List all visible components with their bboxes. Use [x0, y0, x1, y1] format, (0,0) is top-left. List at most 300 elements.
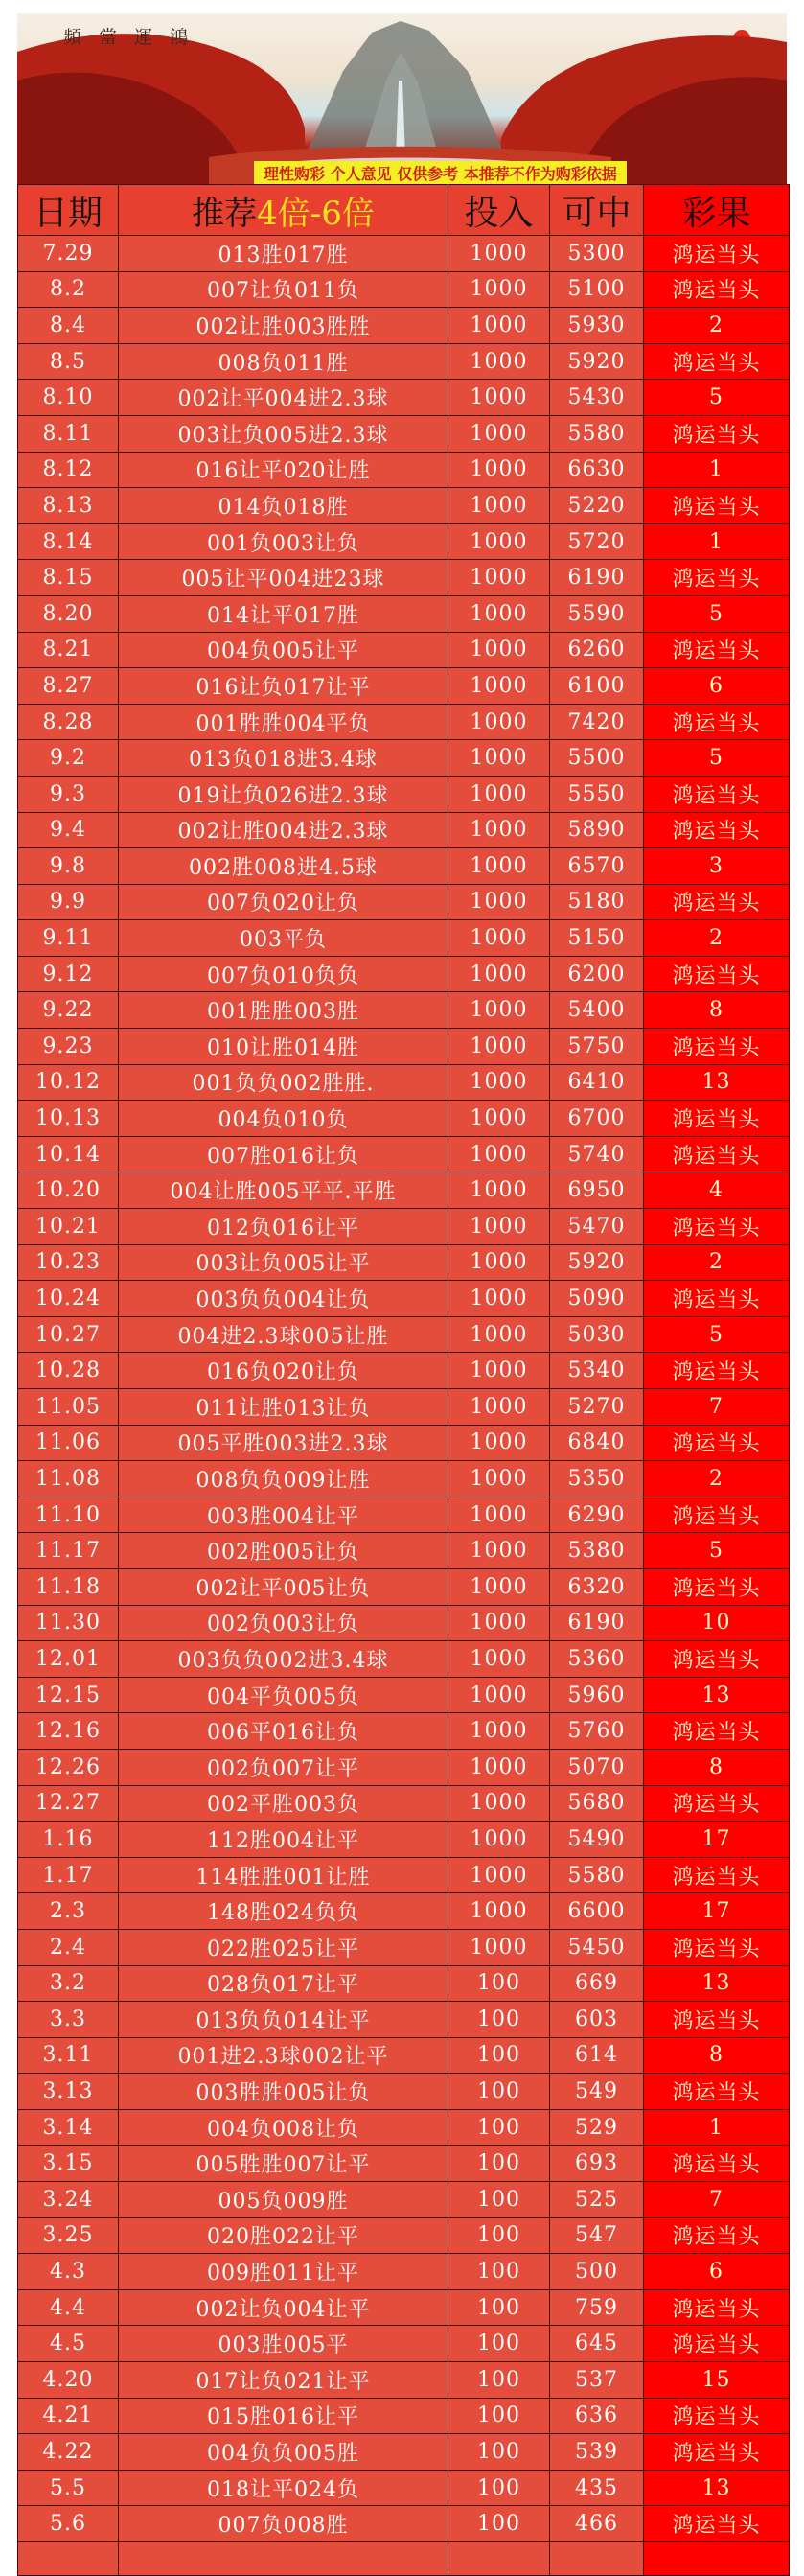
cell-result: 鸿运当头: [644, 884, 790, 920]
cell-recommend: 012负016让平: [119, 1209, 448, 1245]
table-row: [18, 2146, 790, 2182]
cell-result: 鸿运当头: [644, 236, 790, 272]
cell-win: 5350: [550, 1461, 644, 1497]
table-row: [18, 1605, 790, 1641]
cell-recommend: 003胜005平: [119, 2326, 448, 2362]
cell-date: 8.14: [18, 523, 119, 560]
cell-date: 8.28: [18, 704, 119, 740]
table-row: [18, 271, 790, 308]
cell-recommend: 001胜胜003胜: [119, 992, 448, 1029]
cell-recommend: 022胜025让平: [119, 1929, 448, 1965]
cell-result: 5: [644, 740, 790, 777]
cell-result: 鸿运当头: [644, 560, 790, 596]
cell-recommend: 003负负002进3.4球: [119, 1641, 448, 1678]
cell-win: 5220: [550, 488, 644, 524]
cell-win: 7420: [550, 704, 644, 740]
cell-win: 6630: [550, 452, 644, 488]
cell-recommend: 007负008胜: [119, 2506, 448, 2542]
blank-cell: [448, 2542, 550, 2576]
cell-result: 鸿运当头: [644, 2434, 790, 2471]
banner-title: 頻 當 運 鴻: [63, 27, 195, 48]
cell-win: 466: [550, 2506, 644, 2542]
cell-date: 5.6: [18, 2506, 119, 2542]
cell-recommend: 004平负005负: [119, 1677, 448, 1713]
cell-invest: 1000: [448, 452, 550, 488]
cell-win: 5760: [550, 1713, 644, 1750]
cell-date: 8.21: [18, 632, 119, 668]
cell-invest: 1000: [448, 992, 550, 1029]
cell-recommend: 004负010负: [119, 1101, 448, 1137]
cell-result: 17: [644, 1893, 790, 1930]
cell-date: 3.15: [18, 2146, 119, 2182]
cell-recommend: 007胜016让负: [119, 1136, 448, 1172]
cell-invest: 1000: [448, 380, 550, 416]
cell-invest: 1000: [448, 236, 550, 272]
table-row: [18, 956, 790, 992]
header-win: 可中: [550, 185, 644, 236]
cell-win: 5100: [550, 271, 644, 308]
table-row: [18, 1641, 790, 1678]
cell-result: 鸿运当头: [644, 1209, 790, 1245]
cell-invest: 100: [448, 2074, 550, 2110]
cell-win: 5030: [550, 1316, 644, 1353]
cell-date: 9.3: [18, 776, 119, 812]
cell-win: 539: [550, 2434, 644, 2471]
cell-date: 3.14: [18, 2109, 119, 2146]
cell-date: 12.26: [18, 1749, 119, 1785]
cell-date: 8.12: [18, 452, 119, 488]
cell-date: 12.01: [18, 1641, 119, 1678]
table-row: [18, 1425, 790, 1461]
cell-result: 鸿运当头: [644, 415, 790, 452]
cell-date: 5.5: [18, 2470, 119, 2506]
cell-date: 3.13: [18, 2074, 119, 2110]
table-row: [18, 1136, 790, 1172]
table-row: [18, 1064, 790, 1101]
cell-recommend: 009胜011让平: [119, 2254, 448, 2290]
table-row: [18, 848, 790, 885]
cell-invest: 1000: [448, 920, 550, 957]
cell-invest: 1000: [448, 595, 550, 632]
cell-invest: 1000: [448, 1677, 550, 1713]
cell-result: 鸿运当头: [644, 2326, 790, 2362]
cell-recommend: 003让负005进2.3球: [119, 415, 448, 452]
cell-result: 7: [644, 1389, 790, 1426]
cell-invest: 100: [448, 2326, 550, 2362]
cell-recommend: 002让胜004进2.3球: [119, 812, 448, 848]
cell-result: 鸿运当头: [644, 704, 790, 740]
table-row: [18, 884, 790, 920]
cell-win: 6700: [550, 1101, 644, 1137]
blank-cell: [18, 2542, 119, 2576]
cell-date: 9.23: [18, 1029, 119, 1065]
cell-date: 4.21: [18, 2398, 119, 2434]
table-row: [18, 2289, 790, 2326]
blank-cell: [644, 2542, 790, 2576]
cell-recommend: 016让负017让平: [119, 668, 448, 705]
cell-recommend: 013胜017胜: [119, 236, 448, 272]
cell-date: 8.4: [18, 308, 119, 344]
cell-date: 3.25: [18, 2217, 119, 2254]
cell-date: 4.22: [18, 2434, 119, 2471]
cell-invest: 1000: [448, 271, 550, 308]
cell-win: 5680: [550, 1785, 644, 1822]
cell-date: 11.08: [18, 1461, 119, 1497]
cell-win: 6840: [550, 1425, 644, 1461]
cell-invest: 100: [448, 2037, 550, 2074]
table-row: [18, 740, 790, 777]
table-row: [18, 1209, 790, 1245]
cell-invest: 100: [448, 2289, 550, 2326]
cell-result: 鸿运当头: [644, 1281, 790, 1317]
cell-result: 2: [644, 1244, 790, 1281]
cell-recommend: 002让平004进2.3球: [119, 380, 448, 416]
cell-recommend: 007负010负负: [119, 956, 448, 992]
table-row: [18, 1785, 790, 1822]
cell-date: 3.3: [18, 2002, 119, 2038]
cell-result: 2: [644, 308, 790, 344]
cell-win: 5720: [550, 523, 644, 560]
cell-win: 5180: [550, 884, 644, 920]
header-recommend: [119, 185, 448, 236]
table-row: [18, 1461, 790, 1497]
table-row: [18, 343, 790, 380]
table-row: [18, 632, 790, 668]
cell-result: 13: [644, 1677, 790, 1713]
cell-win: 5960: [550, 1677, 644, 1713]
cell-win: 693: [550, 2146, 644, 2182]
cell-result: 鸿运当头: [644, 1353, 790, 1389]
table-row: [18, 308, 790, 344]
cell-date: 11.05: [18, 1389, 119, 1426]
cell-win: 5920: [550, 1244, 644, 1281]
cell-win: 5890: [550, 812, 644, 848]
cell-win: 5150: [550, 920, 644, 957]
cell-result: 鸿运当头: [644, 1641, 790, 1678]
cell-result: 1: [644, 523, 790, 560]
cell-date: 9.9: [18, 884, 119, 920]
cell-recommend: 005平胜003进2.3球: [119, 1425, 448, 1461]
cell-result: 13: [644, 1064, 790, 1101]
cell-win: 6260: [550, 632, 644, 668]
table-row: [18, 1172, 790, 1209]
table-row: [18, 236, 790, 272]
cell-invest: 1000: [448, 1425, 550, 1461]
cell-date: 4.5: [18, 2326, 119, 2362]
cell-invest: 1000: [448, 523, 550, 560]
cell-recommend: 002胜008进4.5球: [119, 848, 448, 885]
cell-invest: 1000: [448, 1064, 550, 1101]
cell-result: 15: [644, 2362, 790, 2399]
cell-result: 鸿运当头: [644, 1568, 790, 1605]
header-recommend-accent: 4倍-6倍: [257, 194, 375, 233]
cell-recommend: 004负008让负: [119, 2109, 448, 2146]
table-row: [18, 2002, 790, 2038]
cell-recommend: 007负020让负: [119, 884, 448, 920]
cell-win: 5930: [550, 308, 644, 344]
cell-recommend: 003胜胜005让负: [119, 2074, 448, 2110]
table-row: [18, 1281, 790, 1317]
cell-win: 6190: [550, 560, 644, 596]
cell-invest: 1000: [448, 1461, 550, 1497]
cell-recommend: 014让平017胜: [119, 595, 448, 632]
cell-recommend: 015胜016让平: [119, 2398, 448, 2434]
cell-win: 5270: [550, 1389, 644, 1426]
cell-recommend: 002负003让负: [119, 1605, 448, 1641]
cell-result: 13: [644, 2470, 790, 2506]
cell-invest: 100: [448, 2434, 550, 2471]
cell-date: 10.23: [18, 1244, 119, 1281]
blank-cell: [550, 2542, 644, 2576]
cell-win: 5070: [550, 1749, 644, 1785]
table-row: [18, 1497, 790, 1533]
cell-invest: 100: [448, 1965, 550, 2002]
recommendation-table: [17, 184, 790, 2576]
cell-win: 636: [550, 2398, 644, 2434]
cell-result: 13: [644, 1965, 790, 2002]
cell-date: 12.16: [18, 1713, 119, 1750]
cell-date: 1.16: [18, 1822, 119, 1858]
cell-recommend: 003负负004让负: [119, 1281, 448, 1317]
cell-date: 2.4: [18, 1929, 119, 1965]
cell-win: 6190: [550, 1605, 644, 1641]
cell-win: 6320: [550, 1568, 644, 1605]
table-row: [18, 1929, 790, 1965]
cell-result: 鸿运当头: [644, 776, 790, 812]
cell-recommend: 002让负004让平: [119, 2289, 448, 2326]
cell-win: 5500: [550, 740, 644, 777]
cell-date: 10.14: [18, 1136, 119, 1172]
cell-invest: 100: [448, 2002, 550, 2038]
cell-date: 8.11: [18, 415, 119, 452]
cell-invest: 1000: [448, 740, 550, 777]
cell-recommend: 001胜胜004平负: [119, 704, 448, 740]
cell-invest: 1000: [448, 1605, 550, 1641]
table-row: [18, 920, 790, 957]
cell-win: 6200: [550, 956, 644, 992]
cell-invest: 100: [448, 2109, 550, 2146]
cell-invest: 1000: [448, 488, 550, 524]
cell-recommend: 014负018胜: [119, 488, 448, 524]
cell-invest: 1000: [448, 1929, 550, 1965]
cell-result: 鸿运当头: [644, 488, 790, 524]
cell-result: 2: [644, 1461, 790, 1497]
cell-date: 11.18: [18, 1568, 119, 1605]
cell-win: 5490: [550, 1822, 644, 1858]
table-row: [18, 812, 790, 848]
cell-result: 4: [644, 1172, 790, 1209]
table-row: [18, 1533, 790, 1569]
cell-invest: 1000: [448, 308, 550, 344]
cell-date: 4.20: [18, 2362, 119, 2399]
cell-date: 10.13: [18, 1101, 119, 1137]
cell-win: 6570: [550, 848, 644, 885]
table-row: [18, 595, 790, 632]
cell-result: 鸿运当头: [644, 2398, 790, 2434]
cell-win: 759: [550, 2289, 644, 2326]
cell-win: 6100: [550, 668, 644, 705]
table-row: [18, 1822, 790, 1858]
cell-date: 8.27: [18, 668, 119, 705]
table-row: [18, 2074, 790, 2110]
cell-date: 12.15: [18, 1677, 119, 1713]
table-row: [18, 1857, 790, 1893]
cell-recommend: 005胜胜007让平: [119, 2146, 448, 2182]
cell-result: 5: [644, 380, 790, 416]
blank-row: [18, 2542, 790, 2576]
cell-invest: 1000: [448, 1281, 550, 1317]
cell-invest: 1000: [448, 884, 550, 920]
cell-invest: 1000: [448, 1822, 550, 1858]
cell-win: 5590: [550, 595, 644, 632]
cell-recommend: 002平胜003负: [119, 1785, 448, 1822]
cell-result: 8: [644, 1749, 790, 1785]
cell-invest: 1000: [448, 668, 550, 705]
cell-result: 鸿运当头: [644, 1136, 790, 1172]
cell-recommend: 004负负005胜: [119, 2434, 448, 2471]
cell-date: 9.8: [18, 848, 119, 885]
cell-invest: 1000: [448, 1749, 550, 1785]
cell-date: 11.10: [18, 1497, 119, 1533]
cell-result: 鸿运当头: [644, 2074, 790, 2110]
cell-date: 9.2: [18, 740, 119, 777]
cell-invest: 100: [448, 2506, 550, 2542]
table-row: [18, 1389, 790, 1426]
table-row: [18, 668, 790, 705]
cell-recommend: 001进2.3球002让平: [119, 2037, 448, 2074]
cell-invest: 1000: [448, 1209, 550, 1245]
cell-recommend: 007让负011负: [119, 271, 448, 308]
cell-recommend: 004让胜005平平.平胜: [119, 1172, 448, 1209]
cell-win: 525: [550, 2182, 644, 2218]
cell-recommend: 003平负: [119, 920, 448, 957]
cell-recommend: 005让平004进23球: [119, 560, 448, 596]
cell-invest: 1000: [448, 1533, 550, 1569]
cell-result: 鸿运当头: [644, 271, 790, 308]
cell-win: 603: [550, 2002, 644, 2038]
cell-recommend: 013负负014让平: [119, 2002, 448, 2038]
cell-invest: 1000: [448, 776, 550, 812]
cell-invest: 1000: [448, 1497, 550, 1533]
cell-win: 5400: [550, 992, 644, 1029]
header-banner: [17, 13, 787, 184]
cell-invest: 100: [448, 2254, 550, 2290]
cell-win: 5750: [550, 1029, 644, 1065]
cell-win: 645: [550, 2326, 644, 2362]
table-row: [18, 1316, 790, 1353]
cell-win: 6950: [550, 1172, 644, 1209]
cell-date: 10.27: [18, 1316, 119, 1353]
cell-win: 529: [550, 2109, 644, 2146]
cell-result: 鸿运当头: [644, 2146, 790, 2182]
cell-recommend: 112胜004让平: [119, 1822, 448, 1858]
cell-date: 3.11: [18, 2037, 119, 2074]
table-row: [18, 704, 790, 740]
cell-recommend: 001负003让负: [119, 523, 448, 560]
cell-invest: 1000: [448, 1785, 550, 1822]
cell-win: 500: [550, 2254, 644, 2290]
cell-result: 鸿运当头: [644, 1785, 790, 1822]
cell-date: 2.3: [18, 1893, 119, 1930]
cell-win: 6290: [550, 1497, 644, 1533]
table-row: [18, 452, 790, 488]
cell-result: 6: [644, 2254, 790, 2290]
cell-date: 3.2: [18, 1965, 119, 2002]
cell-result: 鸿运当头: [644, 2217, 790, 2254]
header-invest: 投入: [448, 185, 550, 236]
cell-invest: 100: [448, 2146, 550, 2182]
cell-invest: 1000: [448, 1893, 550, 1930]
table-row: [18, 560, 790, 596]
cell-date: 11.30: [18, 1605, 119, 1641]
cell-date: 11.06: [18, 1425, 119, 1461]
cell-win: 549: [550, 2074, 644, 2110]
table-row: [18, 2182, 790, 2218]
cell-recommend: 008负011胜: [119, 343, 448, 380]
cell-date: 3.24: [18, 2182, 119, 2218]
cell-recommend: 010让胜014胜: [119, 1029, 448, 1065]
cell-invest: 1000: [448, 415, 550, 452]
cell-recommend: 017让负021让平: [119, 2362, 448, 2399]
cell-invest: 100: [448, 2362, 550, 2399]
cell-result: 1: [644, 2109, 790, 2146]
cell-invest: 1000: [448, 632, 550, 668]
cell-date: 11.17: [18, 1533, 119, 1569]
cell-recommend: 019让负026进2.3球: [119, 776, 448, 812]
cell-result: 8: [644, 2037, 790, 2074]
cell-invest: 1000: [448, 848, 550, 885]
cell-invest: 1000: [448, 1568, 550, 1605]
cell-date: 10.20: [18, 1172, 119, 1209]
table-row: [18, 523, 790, 560]
cell-result: 8: [644, 992, 790, 1029]
table-row: [18, 2217, 790, 2254]
cell-recommend: 002让胜003胜胜: [119, 308, 448, 344]
cell-date: 12.27: [18, 1785, 119, 1822]
cell-recommend: 001负负002胜胜.: [119, 1064, 448, 1101]
cell-result: 鸿运当头: [644, 1101, 790, 1137]
blank-cell: [119, 2542, 448, 2576]
cell-win: 5380: [550, 1533, 644, 1569]
cell-invest: 1000: [448, 704, 550, 740]
cell-date: 1.17: [18, 1857, 119, 1893]
cell-recommend: 028负017让平: [119, 1965, 448, 2002]
table-row: [18, 992, 790, 1029]
cell-recommend: 004进2.3球005让胜: [119, 1316, 448, 1353]
cell-date: 8.2: [18, 271, 119, 308]
cell-win: 6600: [550, 1893, 644, 1930]
table-row: [18, 2398, 790, 2434]
cell-invest: 100: [448, 2217, 550, 2254]
cell-invest: 1000: [448, 560, 550, 596]
cell-win: 5430: [550, 380, 644, 416]
table-row: [18, 1244, 790, 1281]
cell-invest: 1000: [448, 1389, 550, 1426]
table-row: [18, 2254, 790, 2290]
cell-invest: 1000: [448, 1029, 550, 1065]
cell-win: 547: [550, 2217, 644, 2254]
table-row: [18, 1568, 790, 1605]
cell-result: 5: [644, 1316, 790, 1353]
table-row: [18, 415, 790, 452]
cell-win: 669: [550, 1965, 644, 2002]
cell-date: 9.12: [18, 956, 119, 992]
table-row: [18, 2326, 790, 2362]
table-row: [18, 2506, 790, 2542]
cell-result: 鸿运当头: [644, 812, 790, 848]
cell-result: 6: [644, 668, 790, 705]
cell-win: 5740: [550, 1136, 644, 1172]
